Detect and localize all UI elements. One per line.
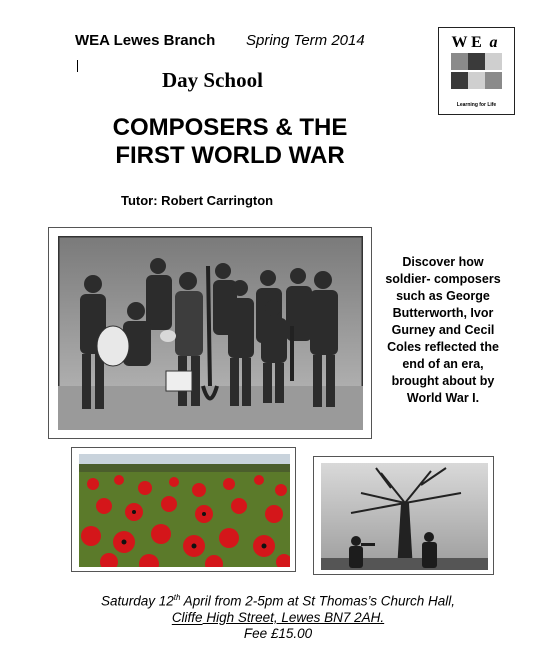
logo-tile: [468, 72, 485, 89]
event-date: Saturday 12: [100, 593, 174, 609]
title-line-2: FIRST WORLD WAR: [115, 142, 345, 169]
event-date-venue: [28, 590, 528, 610]
logo-letter-w: W: [451, 33, 468, 51]
title-line-1: COMPOSERS & THE: [112, 114, 348, 141]
event-address: [28, 610, 528, 626]
event-fee: Fee £15.00: [243, 625, 313, 641]
poppy-photo-frame: [71, 447, 296, 572]
logo-letter-e: E: [471, 33, 482, 51]
wea-logo: [438, 27, 515, 115]
term-label: Spring Term 2014: [246, 32, 365, 49]
address-street-first: Cliffe: [171, 609, 203, 625]
page-title: [60, 114, 400, 170]
logo-tile: [451, 72, 468, 89]
tutor-name: Tutor: Robert Carrington: [121, 193, 274, 208]
logo-tile: [451, 53, 468, 70]
soldiers-band-photo: [58, 236, 363, 430]
soldiers-photo-frame: [48, 227, 372, 439]
logo-tile: [485, 72, 502, 89]
musicians-silhouette-photo: [321, 463, 488, 570]
logo-tile: [485, 53, 502, 70]
event-details: [28, 590, 528, 642]
event-type: Day School: [162, 68, 263, 92]
address-rest: High Street, Lewes BN7 2AH.: [202, 609, 385, 625]
poppy-field-photo: [79, 454, 290, 567]
musicians-photo-frame: [313, 456, 494, 575]
date-suffix: th: [173, 593, 181, 602]
logo-letter-a: a: [489, 33, 498, 51]
logo-tile: [468, 53, 485, 70]
branch-name: WEA Lewes Branch: [75, 32, 216, 49]
text-cursor: [77, 60, 78, 72]
course-description: Discover how soldier- composers such as George Butterworth, Ivor Gurney and Cecil Coles reflected the end of an era, brought about by World War I.: [385, 255, 501, 405]
logo-grid: [451, 34, 502, 91]
logo-tagline: Learning for Life: [456, 102, 497, 108]
event-time-venue: April from 2-5pm at St Thomas’s Church Hall,: [180, 593, 456, 609]
